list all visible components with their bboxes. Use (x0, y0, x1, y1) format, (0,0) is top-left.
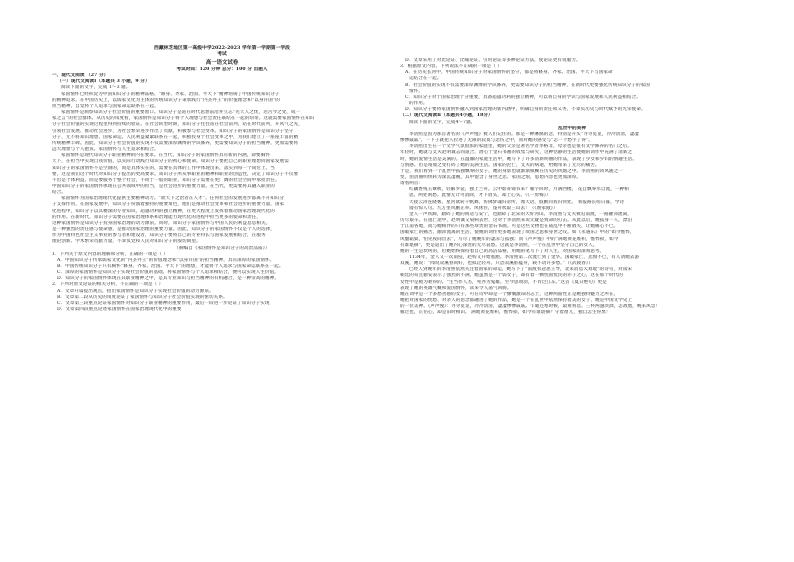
text-line: 的一位美神。《声声慢》：寻寻觅觅，冷冷清清，凄凄惨惨戚戚。乍暖还寒时候，最难将息。三杯两盏淡酒，怎敌他，晚来风急！ (400, 304, 661, 310)
text-line: 阅读下面的文字，完成4～7题。 (409, 119, 476, 125)
text-line: 2．下列对原文论证的相关分析，不正确的一项是（ ） (52, 282, 164, 288)
text-line: 雁过也，正伤心，却是旧时相识。 满地黄花堆积，憔悴损，如今有谁堪摘？守着窗儿，独自怎生得黑！ (400, 310, 611, 316)
text-line: 结合。 (52, 190, 66, 196)
text-line: 年轻时，她就与丈夫赵明诚志同道合，潜心于金石书画的收集与研究，这种恬静的生活使她的词作中充满了清新之 (400, 150, 633, 156)
subject-title: 高一语文试卷 (205, 60, 239, 66)
text-line: 双溪，她说：“闻说双溪春尚好，也拟泛轻舟。只恐双溪舴艋舟，载不动许多愁。”（《武陵春》） (400, 261, 593, 267)
text-line: 思，两处闲愁。此情无计可消除，才下眉头，却上心头。（《一剪梅》） (409, 193, 551, 199)
text-line: C．文章第三段重点论证家国情怀对知识分子职业精神的重要作用，最后一段进一步论证了知识分子实现 (57, 300, 270, 306)
text-line: 惨惨戚戚”，一下子就把人拉进了无限的寂寞与悲伤之中，而对她的感受与“怎一个愁字了得”。 (400, 138, 593, 144)
text-line: 分子，无不將知识理想、国家命运、人民利益紧紧联系在一起，积极投身于社会变革之中，为我们建立了一座座丰富的精 (52, 134, 299, 140)
text-line: 李清照出生在一个文学气氛很浓的家庭里，她的父亲是著名学者李格非，母亲也是很有文学修养的名门之后。 (409, 144, 632, 150)
exam-title: 考试 (217, 51, 227, 57)
text-line: 知识分子的家国情怀不是空洞的，而是具体实在的，需要在具体的工作中体现出来，落实到每一个岗位上。当 (52, 165, 275, 171)
left-body-text (52, 73, 392, 313)
text-line: 担当精神，自觉将个人追求与国家命运联系在一起。 (52, 103, 159, 109)
text-line: 家国情怀是现代知识分子职业精神的内在要求。在当代，知识分子的家国情怀具有新的内涵，即要胸怀 (61, 153, 270, 159)
text-line: 她在词中是一个多愁善感的女子，可在诗中却是一个慷慨激昂的志士，这种两面性正是她独特魅力之所在。 (400, 291, 619, 297)
right-body-text (400, 58, 744, 317)
text-line: 传统精神丰碑。因此，知识分子社会价值的实现不仅需要深厚渊博的学识修养，更需要知识分子的担当精神，更加需要将 (52, 140, 299, 146)
text-line: D．知识分子的家国情怀体现在其职业精神之中，是其专业知识与担当精神的有机融合，是一种崇高的精神。 (57, 276, 279, 282)
text-line: 理论创新、学术繁荣贡献力量，不辜负党和人民对知识分子的殷切期望。 (52, 239, 201, 245)
text-line: 分子社会价值的实现过程里得到持续的验证。在社会转型时期，知识分子往往站在社会前列、站在时代前列，开风气之先， (52, 122, 303, 128)
text-line: D．文章第四段重点论述家国情怀在国家治理现代化中的重要 (57, 307, 182, 313)
text-line: 天接云涛连晓雾，星河欲转千帆舞。仿佛梦魂归帝所，闻天语，殷勤问我归何处。 我报路长嗟日暮，学诗 (409, 199, 625, 205)
text-line: 她的一生是坎坷的，但她始终保持着自己的高洁品格，用她的笔写下了对人生、对国家的深刻思考。 (400, 248, 605, 254)
text-line: 远大理想与个人抱负、家国情怀与人生追求相结合。 (52, 147, 159, 153)
text-line: 1134年，金人又一次南侵，赵构又开始逃跑。李清照第二次流亡到了金华。国破家亡，悲愤不已，有人请她去游 (409, 255, 640, 260)
text-line: （二）现代文阅读Ⅱ（本题共4小题，18分） (400, 113, 493, 119)
text-line: 运结合在一起。 (409, 76, 442, 82)
text-line: 她把对国家的忧愁、对亲人的思念都融进了她的作品，她是一个在乱世中依然保持着美的女子，她是中国文学史上 (400, 298, 633, 304)
text-line: 引领社会发展、推动社会进步，为社会繁荣进步作出了贡献，积极参与社会变革。知识分子的家国情怀是知识分子坚守 (52, 128, 294, 134)
exam-info: 考试时间：120 分钟 总分：100 分 出题人 (176, 67, 268, 72)
text-line: 子支撑作用，在国家发展中，知识分子扮演着独特的重要角色，他们是推动社会变革和社会进步的重要力量，国家 (52, 202, 285, 208)
text-line: 不出是个体利益，而是要服务于整个社会，不同于一般的职业，知识分子需要在更广阔的社会空间中承担责任。 (52, 177, 280, 183)
text-line: A．在历史长河中，中国传统知识分子对家国情怀的坚守，都是将修身、齐家、治国、平天下与国家命 (405, 70, 613, 76)
text-line: 1．下列关于原文内容的理解和分析，正确的一项是（ ） (52, 251, 168, 257)
text-line: 的作用。在新时代，知识分子需要在国家治理体系和治理能力现代化的进程中担当更多的使命和责任， (52, 214, 261, 220)
text-line: 谩有惊人句。九万里风鹏正举。风休住，蓬舟吹取三山去！（《渔家傲》） (409, 205, 558, 211)
text-line: 历尽艰辛。在逃亡途中，赵明诚又染病去世，这对于李清照来说无疑是致命的打击。从此以后，她孤身一人，漂泊 (400, 218, 633, 224)
right-column (400, 0, 744, 562)
text-line: 朝廷的苟且偷安表示了强烈的不满。她虽然是一个弱女子，却有着一颗忧国忧民的赤子之心，这在那个时代的 (400, 273, 623, 279)
text-line: 家国情怀为国家治理现代化提供主要精神动力。“欲天下之治者在人才”。任何社会的发展进步都离不开知识分 (61, 196, 285, 202)
text-line: 中国知识分子的家国情怀体现在公共领域中的担当，是社会进步的重要力量。在当代，更需要将其融入职业的 (52, 183, 275, 189)
text-line: 李清照是因为那首著名的《声声慢》被人们记住的。那是一种淋漓的悲，特别是开头“寻寻觅觅，冷冷清清，凄凄 (409, 131, 639, 137)
text-line: 时，她的爱情生活是美满的。在温馨的家庭生活中，她写下了许多清新明丽的作品，表现了少女和少妇的情趣生活。 (400, 156, 637, 162)
text-line: 是一种强烈的责任感与使命感，是推动国家治理的重要力量。因此，知识分子的家国情怀不仅是个人的选择， (52, 227, 275, 233)
text-line: D．文章采用了对比论证、比喻论证、引用论证等多种论证方法，使论证更有说服力。 (405, 58, 581, 63)
text-line: 要，这是我们这个时代对知识分子提出的更高要求。知识分子所从事职业的精神和职业的创造性，决定了知识分子不仅要 (52, 171, 299, 177)
text-line: 阅读下面的文字，完成 1～3 题。 (61, 85, 131, 91)
text-line: 家国情怀已经积淀为中国知识分子的精神品格。“修身、齐家、治国、平天下”精神熔铸了中国传统知识分子 (61, 91, 280, 97)
text-line: 于江南各地，而与她相伴的只有那些珍贵的金石书画。可是这些文物也在战乱中不断散失，让她痛心不已。 (400, 224, 619, 230)
text-line: 的作用。 (409, 101, 428, 107)
text-line: 有谁堪摘”，更是道出了她内心深处的无尽哀愁。这就是李清照，一个在乱世中坚守自己的女人。 (400, 242, 598, 248)
text-line: 作为中国特色社会主义事业的参与者和建设者，知识分子要将自己的专业特长与国家发展相结合，在服务 (52, 233, 266, 239)
text-line: 金人一声铁蹄，踏碎了她的闲适与安宁，也踏碎了北宋的大好河山。李清照与丈夫被迫南渡，一路颠沛流离， (409, 211, 632, 217)
text-line: D．知识分子要将家国情怀融入到国家治理的新内涵中，明确自身的责任和义务，不辜负历史与时代赋予的光荣使命。 (405, 107, 646, 113)
text-line: 乱世中的美神 (558, 125, 586, 131)
left-column (52, 0, 392, 562)
text-line: （摘编自《家国情怀是知识分子的高贵品质》） (174, 245, 270, 251)
text-line: 已经人到晚年的李清照依然关注着国家的命运，她写下了“南渡衣冠思王导，北来消息欠刘琨”的诗句，对南宋 (409, 267, 633, 273)
text-line: （一）现代文阅读Ⅰ（本题共 3 小题，9 分） (57, 79, 150, 85)
text-line: 女性中是极为难得的。“生当作人杰，死亦为鬼雄。至今思项羽，不肯过江东。”这首《夏日绝句》更是 (400, 279, 607, 285)
text-line: 3．根据原文内容，下列说法不正确的一项是（ ） (400, 64, 503, 70)
text-line: 变，由清丽明快转为深沉凄婉，其中饱含了身世之悲、家国之恨，思想内容也更加深厚。 (400, 174, 582, 180)
text-line: 表现了她的英雄气概和爱国情怀，读来令人荡气回肠。 (400, 285, 512, 291)
text-line: 国破家亡的痛苦，颠沛流离的生活，使她的词作更多地表现了故国之思和身世之叹。如《永遇乐》中的“如今憔悴， (400, 230, 635, 236)
text-line: A．中国知识分子传承儒家文化的“内圣外王”的价值理念和“以身许国”的担当精神，具有深厚的家国情怀。 (57, 257, 275, 263)
text-line: 的精神追求。在中国历史上，以儒家文化为主体的传统知识分子秉承践行“内圣外王”的价值理念和“以身许国”的 (52, 97, 280, 103)
text-line: 一、现代文阅读 （27 分） (52, 73, 109, 79)
text-line: 与情感。但是靖康之变打碎了她的美满生活。国家的沦亡，丈夫的病逝，给她带来了无尽的痛苦。 (400, 162, 600, 168)
text-line: B．文章第二段从历史的角度论证了家国情怀与知识分子社会价值实现的密切关系。 (57, 294, 228, 300)
text-line: B．社会价值的实现不仅需要深厚渊博的学识修养，更需要知识分子的担当精神，在新时代更要强化传统知识分子的家国 (405, 82, 650, 88)
text-line: 化进程中，知识分子以其精深的专业知识，超越功利的独立精神，在更大程度上发挥着推动国家治理现代化的 (52, 208, 275, 214)
text-line: 请看两首： (400, 181, 424, 187)
text-line: 天下，在担当中实现自我价值，以实际行动践行知识分子的初心和使命。知识分子要把自己的职业理想同国家发展需 (52, 159, 289, 165)
text-line: 红藕香残玉簟秋，轻解罗裳，独上兰舟。云中谁寄锦书来？雁字回时，月满西楼。 花自飘零水自流，一种相 (409, 187, 629, 193)
text-line: 情怀。 (409, 88, 423, 94)
text-line: C．深厚的家国情怀是知识分子实现社会价值的基础，将家国情怀与个人追求相结合，便可以实现人生价值。 (57, 270, 279, 276)
text-line: A．文章开篇提出观点，指出家国情怀是知识分子实现社会价值的动力源泉。 (57, 288, 214, 294)
text-line: C．知识分子对于国家治理十分重要，具备超越功利的独立精神，可以将自身的学识与国家发展和人民利益相结合。 (405, 94, 641, 100)
text-line: B．中国传统知识分子只有胸怀“修身、齐家、治国、平天下”的理想，才能将个人追求与国家命运联系在一起。 (57, 264, 284, 269)
text-line: 家国情怀是洞察知识分子社会价值的重要窗口。知识分子是站在时代思想前沿并立志“先天人之忧，达古今之变，成一 (61, 110, 301, 116)
school-title: 西藏林芝地区第一高级中学2022-2023 学年第一学期第一学段 (154, 45, 290, 51)
text-line: 风鬟霜鬓，怕见夜间出去”，写尽了她晚年的凄凉与孤独；而《声声慢》中的“满地黄花堆积，憔悴损，如今 (400, 236, 619, 242)
text-line: 这种家国情怀是知识分子投身国家治理的动力源泉。同时，知识分子家国情怀与中国人民的利益息息相关。 (52, 220, 271, 226)
text-line: 家之言”的社会群体。从历史的角度看，家国情怀是知识分子将个人理想与社会责任联结在一起的纽带。这就需要家国情怀在知识 (52, 116, 315, 122)
text-line: 于是，我们看到一个乱世中孤独飘零的女子，她的身影也就渐渐模糊在历史的风烟之中。李清照的词风随之一 (400, 168, 623, 174)
